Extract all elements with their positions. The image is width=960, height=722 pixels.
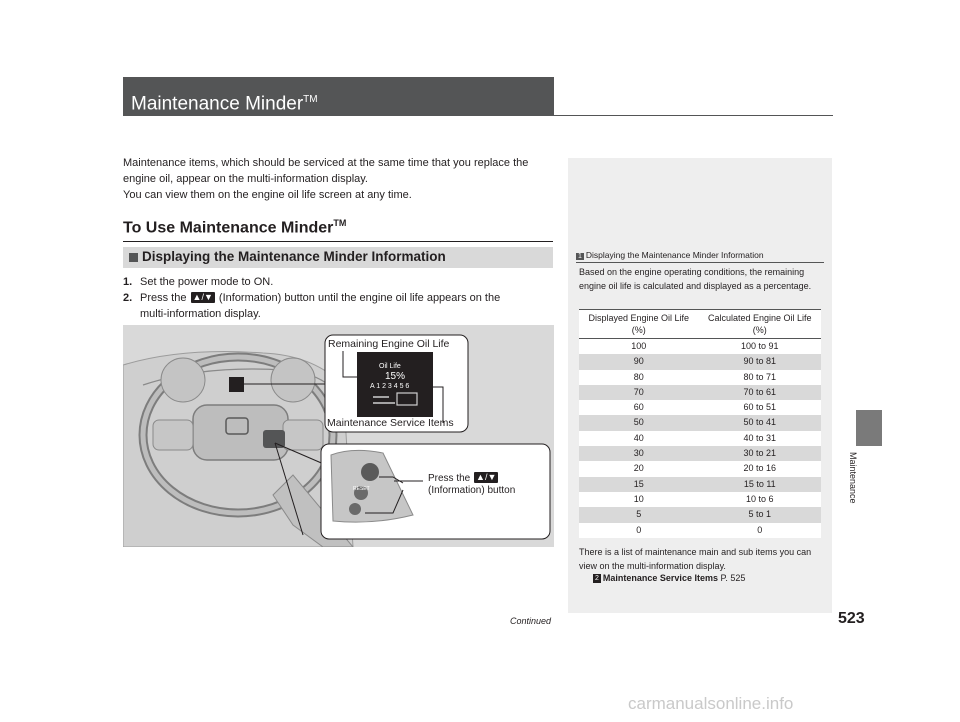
page-title: Maintenance Minder™ xyxy=(131,93,318,115)
table-cell: 70 xyxy=(579,385,699,400)
table-row xyxy=(579,415,821,430)
table-cell: 90 to 81 xyxy=(699,354,822,369)
table-cell: 30 xyxy=(579,446,699,461)
display-percent: 15% xyxy=(385,371,406,382)
steps-list xyxy=(123,274,563,322)
info-button-glyph: ▲/▼ xyxy=(192,292,213,302)
subsection-heading: Displaying the Maintenance Minder Information xyxy=(142,249,446,264)
table-row xyxy=(579,492,821,507)
table-cell: 10 to 6 xyxy=(699,492,822,507)
dashboard-illustration xyxy=(123,325,554,547)
table-cell: 80 to 71 xyxy=(699,370,822,385)
callout-remaining-oil-life: Remaining Engine Oil Life xyxy=(328,338,450,350)
intro-line: Maintenance items, which should be serviced at the same time that you replace the xyxy=(123,157,529,169)
table-cell: 70 to 61 xyxy=(699,385,822,400)
table-cell: 90 xyxy=(579,354,699,369)
step-text: (Information) button until the engine oil life appears on the xyxy=(218,292,501,304)
table-cell: 100 xyxy=(579,339,699,355)
continued-label: Continued xyxy=(510,616,552,626)
press-text: Press the xyxy=(428,473,471,484)
step-item xyxy=(123,290,563,322)
table-row xyxy=(579,400,821,415)
table-row xyxy=(579,446,821,461)
dashboard-drawing xyxy=(123,325,554,547)
cross-reference-link[interactable] xyxy=(593,573,745,583)
step-text: multi-information display. xyxy=(140,308,261,320)
table-cell: 5 to 1 xyxy=(699,507,822,522)
table-row xyxy=(579,431,821,446)
page-number: 523 xyxy=(838,610,865,627)
intro-line: engine oil, appear on the multi-information display. xyxy=(123,173,368,185)
watermark: carmanualsonline.info xyxy=(628,694,794,713)
chapter-tab[interactable] xyxy=(856,410,882,446)
table-row xyxy=(579,370,821,385)
table-cell: 10 xyxy=(579,492,699,507)
sidebar-text: There is a list of maintenance main and sub items you can view on the multi-information display. xyxy=(579,547,812,571)
table-cell: 50 to 41 xyxy=(699,415,822,430)
chapter-label: Maintenance xyxy=(848,452,858,504)
intro-paragraph xyxy=(123,155,563,203)
table-cell: 80 xyxy=(579,370,699,385)
press-text: (Information) button xyxy=(428,485,516,496)
step-text: Press the xyxy=(140,292,187,304)
table-row xyxy=(579,385,821,400)
table-cell: 20 to 16 xyxy=(699,461,822,476)
table-cell: 15 xyxy=(579,477,699,492)
trademark-sup: TM xyxy=(303,94,318,105)
table-cell: 0 xyxy=(579,523,699,538)
table-cell: 30 to 21 xyxy=(699,446,822,461)
trademark-sup: TM xyxy=(333,218,347,228)
step-number: 1. xyxy=(123,276,133,288)
sidebar-heading: 1 Displaying the Maintenance Minder Information xyxy=(578,250,764,260)
sidebar-rule xyxy=(576,262,824,263)
table-row xyxy=(579,461,821,476)
press-callout xyxy=(428,472,515,497)
table-row xyxy=(579,507,821,522)
sidebar-text: Based on the engine operating conditions, the remaining engine oil life is calculated and displayed as a percentage. xyxy=(579,267,812,291)
step-item xyxy=(123,274,563,290)
table-cell: 60 to 51 xyxy=(699,400,822,415)
title-rule xyxy=(123,115,833,116)
reference-page: P. 525 xyxy=(720,573,746,583)
table-cell: 50 xyxy=(579,415,699,430)
table-cell: 60 xyxy=(579,400,699,415)
section-rule xyxy=(123,241,553,242)
table-row xyxy=(579,477,821,492)
table-header: Calculated Engine Oil Life (%) xyxy=(699,310,822,339)
table-cell: 20 xyxy=(579,461,699,476)
reference-title: Maintenance Service Items xyxy=(602,573,718,583)
oil-life-table xyxy=(579,309,821,538)
table-row xyxy=(579,339,821,355)
reset-label: RESET xyxy=(353,486,370,492)
note-number-icon: 1 xyxy=(578,253,582,260)
step-text: Set the power mode to ON. xyxy=(140,276,274,288)
table-row xyxy=(579,523,821,538)
section-heading: To Use Maintenance Minder™ xyxy=(123,218,347,237)
table-header: Displayed Engine Oil Life (%) xyxy=(579,310,699,339)
table-header-row xyxy=(579,310,821,339)
table-cell: 40 to 31 xyxy=(699,431,822,446)
table-cell: 40 xyxy=(579,431,699,446)
info-button-glyph: ▲/▼ xyxy=(476,472,497,482)
square-bullet-icon xyxy=(129,253,138,262)
table-cell: 15 to 11 xyxy=(699,477,822,492)
callout-maintenance-items: Maintenance Service Items xyxy=(327,417,454,429)
display-codes: A 1 2 3 4 5 6 xyxy=(370,383,410,390)
table-cell: 100 to 91 xyxy=(699,339,822,355)
intro-line: You can view them on the engine oil life screen at any time. xyxy=(123,189,412,201)
step-number: 2. xyxy=(123,292,133,304)
display-title: Oil Life xyxy=(379,363,401,370)
table-cell: 5 xyxy=(579,507,699,522)
reference-arrow-icon: 2 xyxy=(595,575,599,582)
table-row xyxy=(579,354,821,369)
table-cell: 0 xyxy=(699,523,822,538)
